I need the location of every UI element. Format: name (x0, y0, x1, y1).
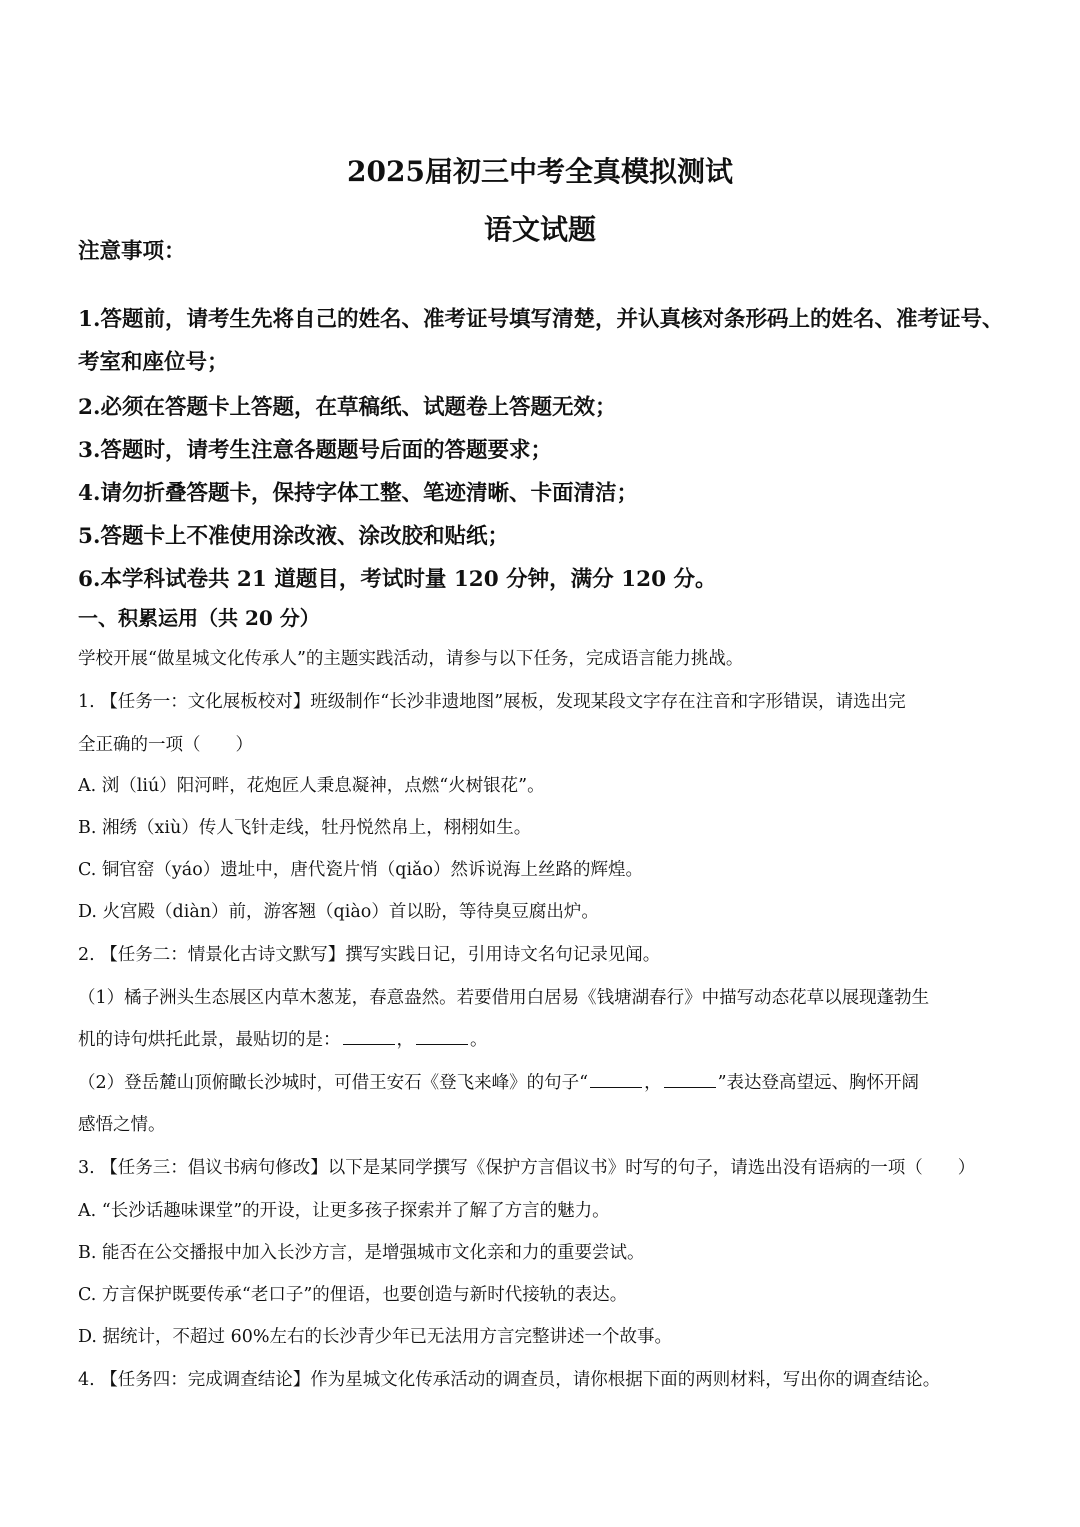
question-1-option-b (78, 814, 1008, 839)
option-text: （yáo）遗址中，唐代瓷片悄（qiǎo）然诉说海上丝路的辉煌。 (154, 860, 644, 880)
question-2-stem: 2. 【任务二：情景化古诗文默写】撰写实践日记，引用诗文名句记录见闻。 (78, 945, 661, 965)
notice-item-3: 3.答题时，请考生注意各题题号后面的答题要求； (78, 438, 552, 463)
page-title: 2025届初三中考全真模拟测试 (347, 155, 733, 188)
separator: ， (396, 1030, 414, 1050)
emphasis-char: 窑 (136, 860, 155, 880)
emphasis-char: 绣 (119, 818, 137, 838)
question-1-stem: 1. 【任务一：文化展板校对】班级制作“长沙非遗地图”展板，发现某段文字存在注音和字形错误，请选出完 (78, 692, 906, 712)
option-label: A. (78, 776, 102, 796)
question-2-part-1: （1）橘子洲头生态展区内草木葱茏，春意盎然。若要借用白居易《钱塘湖春行》中描写动态花草以展现蓬勃生 (78, 988, 930, 1008)
notice-item-2: 2.必须在答题卡上答题，在草稿纸、试题卷上答题无效； (78, 395, 617, 420)
option-label: B. 湘 (78, 818, 120, 838)
question-2-part-2-cont: 感悟之情。 (78, 1115, 166, 1135)
prompt-text: 机的诗句烘托此景，最贴切的是： (78, 1030, 341, 1050)
answer-blank[interactable] (416, 1028, 468, 1045)
question-2-part-1-cont (78, 1026, 1008, 1051)
question-3-stem: 3. 【任务三：倡议书病句修改】以下是某同学撰写《保护方言倡议书》时写的句子，请选出没有语病的一项（ ） (78, 1158, 976, 1178)
option-text: （diàn）前，游客翘（qiào）首以盼，等待臭豆腐出炉。 (155, 902, 599, 922)
notice-item-1-cont: 考室和座位号； (78, 350, 229, 375)
question-1-stem-cont: 全正确的一项（ ） (78, 735, 253, 755)
notice-item-4: 4.请勿折叠答题卡，保持字体工整、笔迹清晰、卡面清洁； (78, 481, 638, 506)
notice-item-5: 5.答题卡上不准使用涂改液、涂改胶和贴纸； (78, 524, 509, 549)
emphasis-char: 殿 (137, 902, 156, 922)
emphasis-char: 浏 (101, 776, 120, 796)
answer-blank[interactable] (343, 1028, 395, 1045)
question-3-option-b: B. 能否在公交播报中加入长沙方言，是增强城市文化亲和力的重要尝试。 (78, 1243, 645, 1263)
option-label: C. 铜官 (78, 860, 137, 880)
question-1-option-a (78, 772, 1008, 797)
question-4-stem: 4. 【任务四：完成调查结论】作为星城文化传承活动的调查员，请你根据下面的两则材料，写出你的调查结论。 (78, 1370, 941, 1390)
prompt-text-end: ”表达登高望远、胸怀开阔 (717, 1073, 920, 1093)
question-3-option-c: C. 方言保护既要传承“老口子”的俚语，也要创造与新时代接轨的表达。 (78, 1285, 628, 1305)
question-3-option-d: D. 据统计，不超过 60%左右的长沙青少年已无法用方言完整讲述一个故事。 (78, 1327, 672, 1347)
question-2-part-2 (78, 1069, 1008, 1094)
section-heading: 一、积累运用（共 20 分） (78, 606, 320, 630)
page-subtitle: 语文试题 (483, 213, 596, 246)
notice-heading: 注意事项： (78, 239, 186, 264)
question-3-option-a: A. “长沙话趣味课堂”的开设，让更多孩子探索并了解了方言的魅力。 (78, 1201, 610, 1221)
period: 。 (470, 1030, 488, 1050)
section-intro: 学校开展“做星城文化传承人”的主题实践活动，请参与以下任务，完成语言能力挑战。 (78, 649, 744, 669)
separator: ， (644, 1073, 662, 1093)
question-1-option-c (78, 856, 1008, 881)
option-text: （liú）阳河畔，花炮匠人秉息凝神，点燃“火树银花”。 (119, 776, 545, 796)
answer-blank[interactable] (590, 1071, 642, 1088)
prompt-text: （2）登岳麓山顶俯瞰长沙城时，可借王安石《登飞来峰》的句子“ (78, 1073, 589, 1093)
option-text: （xiù）传人飞针走线，牡丹悦然帛上，栩栩如生。 (137, 818, 532, 838)
option-label: D. 火宫 (78, 902, 138, 922)
notice-item-6: 6.本学科试卷共 21 道题目，考试时量 120 分钟，满分 120 分。 (78, 567, 717, 592)
answer-blank[interactable] (664, 1071, 716, 1088)
question-1-option-d (78, 898, 1008, 923)
notice-item-1: 1.答题前，请考生先将自己的姓名、准考证号填写清楚，并认真核对条形码上的姓名、准考证号、 (78, 307, 1004, 332)
